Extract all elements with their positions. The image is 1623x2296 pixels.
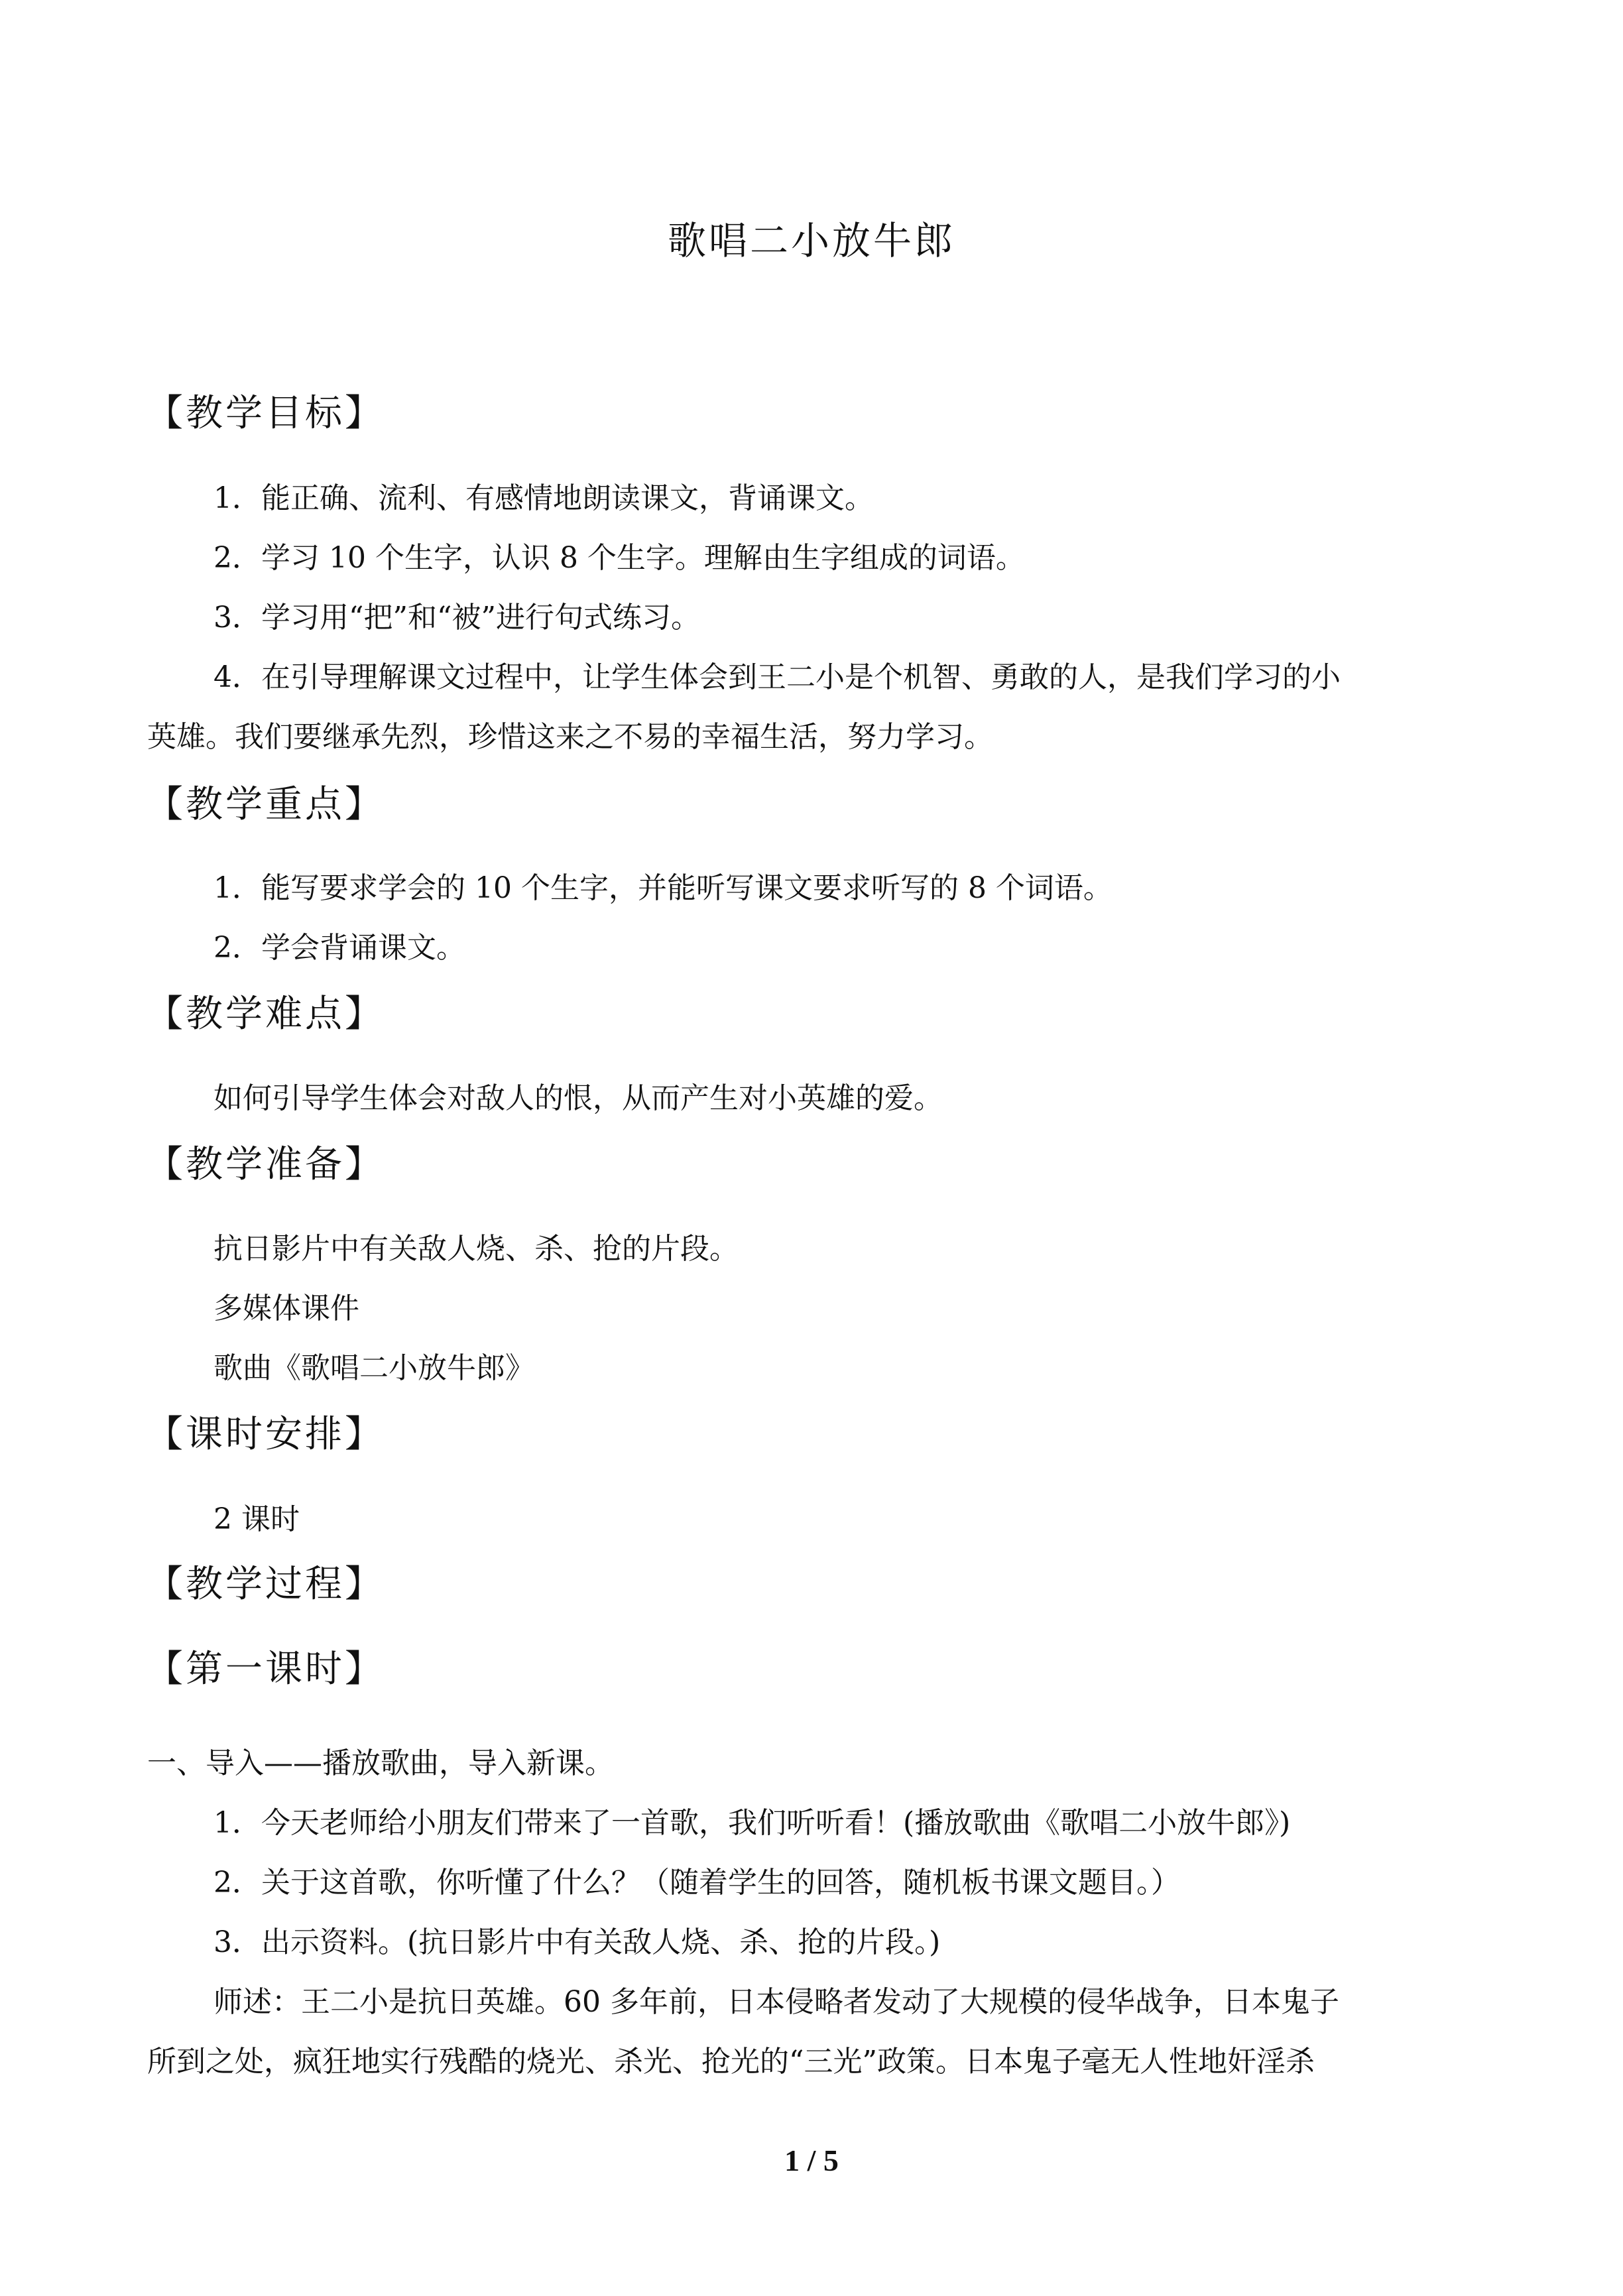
key-point-item: 2．学会背诵课文。 <box>213 931 465 965</box>
section-heading-lesson1: 【第一课时】 <box>146 1648 385 1691</box>
section-heading-process: 【教学过程】 <box>146 1563 385 1606</box>
section-heading-key-points: 【教学重点】 <box>146 783 385 826</box>
key-point-item: 1．能写要求学会的 10 个生字，并能听写课文要求听写的 8 个词语。 <box>213 871 1112 905</box>
difficulty-item: 如何引导学生体会对敌人的恨，从而产生对小英雄的爱。 <box>213 1081 943 1115</box>
preparation-item: 多媒体课件 <box>213 1292 359 1325</box>
section-heading-preparation: 【教学准备】 <box>146 1143 385 1186</box>
lesson-paragraph: 师述：王二小是抗日英雄。60 多年前，日本侵略者发动了大规模的侵华战争，日本鬼子 <box>213 1985 1339 2019</box>
goal-item: 4．在引导理解课文过程中，让学生体会到王二小是个机智、勇敢的人，是我们学习的小 <box>213 660 1341 694</box>
goal-item: 2．学习 10 个生字，认识 8 个生字。理解由生字组成的词语。 <box>213 541 1025 575</box>
goal-item: 1．能正确、流利、有感情地朗读课文，背诵课文。 <box>213 481 874 515</box>
section-heading-difficulties: 【教学难点】 <box>146 993 385 1036</box>
lesson-step: 一、导入——播放歌曲，导入新课。 <box>147 1746 614 1780</box>
lesson-step: 2．关于这首歌，你听懂了什么？（随着学生的回答，随机板书课文题目。） <box>213 1866 1180 1900</box>
goal-item: 3．学习用“把”和“被”进行句式练习。 <box>213 601 700 634</box>
lesson-step: 3．出示资料。(抗日影片中有关敌人烧、杀、抢的片段。) <box>213 1925 941 1959</box>
section-heading-goals: 【教学目标】 <box>146 392 385 435</box>
lesson-paragraph-continuation: 所到之处，疯狂地实行残酷的烧光、杀光、抢光的“三光”政策。日本鬼子毫无人性地奸淫杀 <box>147 2045 1315 2079</box>
preparation-item: 歌曲《歌唱二小放牛郎》 <box>213 1351 534 1385</box>
page-title: 歌唱二小放牛郎 <box>667 218 955 263</box>
lesson-step: 1．今天老师给小朋友们带来了一首歌，我们听听看！(播放歌曲《歌唱二小放牛郎》) <box>213 1806 1291 1840</box>
schedule-item: 2 课时 <box>213 1502 300 1536</box>
section-heading-schedule: 【课时安排】 <box>146 1413 385 1456</box>
page-number: 1 / 5 <box>784 2144 839 2177</box>
preparation-item: 抗日影片中有关敌人烧、杀、抢的片段。 <box>213 1232 739 1266</box>
goal-item-continuation: 英雄。我们要继承先烈，珍惜这来之不易的幸福生活，努力学习。 <box>147 720 993 754</box>
